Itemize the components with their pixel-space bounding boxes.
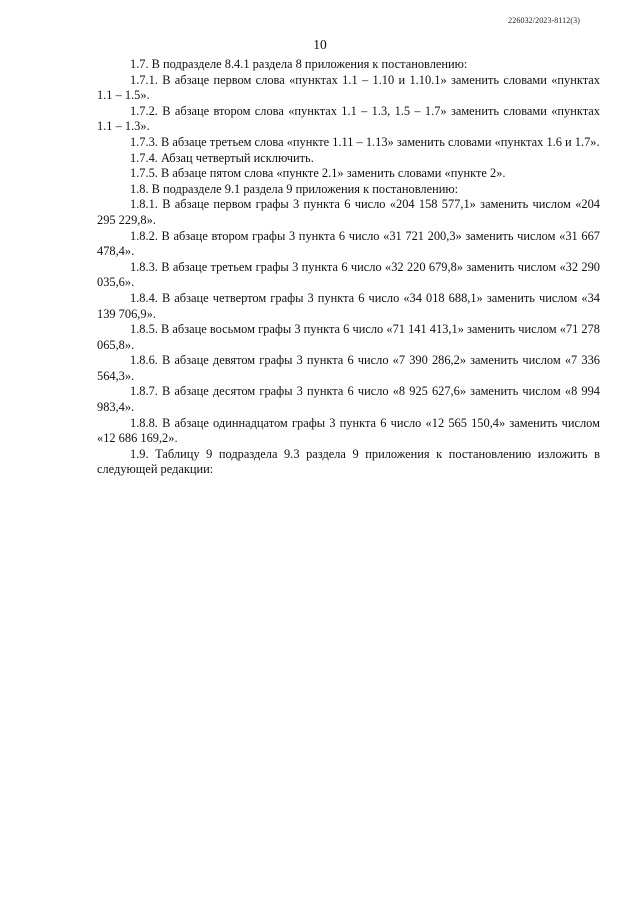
document-body bbox=[97, 57, 600, 478]
paragraph-1-8-6: 1.8.6. В абзаце девятом графы 3 пункта 6 число «7 390 286,2» заменить числом «7 336 564,3». bbox=[97, 353, 600, 383]
paragraph-1-8-7: 1.8.7. В абзаце десятом графы 3 пункта 6 число «8 925 627,6» заменить числом «8 994 983,4». bbox=[97, 384, 600, 415]
paragraph-1-8-8: 1.8.8. В абзаце одиннадцатом графы 3 пункта 6 число «12 565 150,4» заменить числом «12 686 169,2». bbox=[97, 415, 600, 446]
paragraph-1-8: 1.8. В подразделе 9.1 раздела 9 приложения к постановлению: bbox=[130, 181, 459, 196]
paragraph-1-8-3: 1.8.3. В абзаце третьем графы 3 пункта 6 число «32 220 679,8» заменить числом «32 290 035,6». bbox=[97, 259, 600, 290]
paragraph-1-7-2: 1.7.2. В абзаце втором слова «пунктах 1.1 – 1.3, 1.5 – 1.7» заменить словами «пунктах 1.1 – 1.3». bbox=[97, 103, 600, 134]
paragraph-1-7-3: 1.7.3. В абзаце третьем слова «пункте 1.11 – 1.13» заменить словами «пунктах 1.6 и 1.7». bbox=[130, 134, 600, 149]
paragraph-1-9: 1.9. Таблицу 9 подраздела 9.3 раздела 9 приложения к постановлению изложить в следующей редакции: bbox=[97, 446, 600, 477]
paragraph-1-7-5: 1.7.5. В абзаце пятом слова «пункте 2.1» заменить словами «пункте 2». bbox=[130, 166, 506, 181]
paragraph-1-8-5: 1.8.5. В абзаце восьмом графы 3 пункта 6 число «71 141 413,1» заменить числом «71 278 065,8». bbox=[97, 322, 600, 352]
paragraph-1-7-4: 1.7.4. Абзац четвертый исключить. bbox=[130, 150, 314, 165]
page-number: 10 bbox=[313, 37, 327, 52]
paragraph-1-8-1: 1.8.1. В абзаце первом графы 3 пункта 6 число «204 158 577,1» заменить числом «204 295 229,8». bbox=[97, 197, 600, 227]
paragraph-1-8-4: 1.8.4. В абзаце четвертом графы 3 пункта 6 число «34 018 688,1» заменить числом «34 139 706,9». bbox=[97, 290, 600, 321]
document-id: 226032/2023-8112(3) bbox=[508, 16, 580, 25]
paragraph-1-8-2: 1.8.2. В абзаце втором графы 3 пункта 6 число «31 721 200,3» заменить числом «31 667 478,4». bbox=[97, 228, 600, 259]
paragraph-1-7: 1.7. В подразделе 8.4.1 раздела 8 приложения к постановлению: bbox=[130, 57, 468, 71]
paragraph-1-7-1: 1.7.1. В абзаце первом слова «пунктах 1.1 – 1.10 и 1.10.1» заменить словами «пунктах 1.1 – 1.5». bbox=[97, 72, 600, 103]
